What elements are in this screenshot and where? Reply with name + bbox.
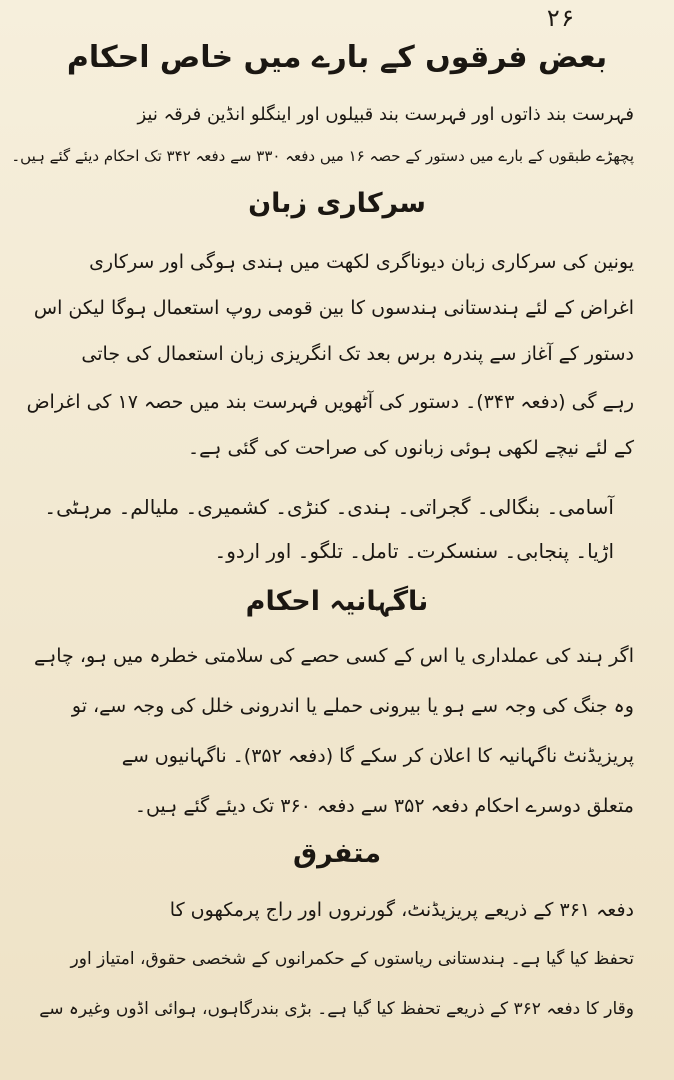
heading-miscellaneous: متفرق <box>292 838 382 869</box>
emergency-line-4: متعلق دوسرے احکام دفعہ ۳۵۲ سے دفعہ ۳۶۰ تک دیئے گئے ہیں۔ <box>134 795 634 817</box>
languages-line-2: اڑیا۔ پنجابی۔ سنسکرت۔ تامل۔ تلگو۔ اور اردو۔ <box>214 539 614 563</box>
miscellaneous-line-1: دفعہ ۳۶۱ کے ذریعے پریزیڈنٹ، گورنروں اور راج پرمکھوں کا <box>169 899 634 921</box>
heading-emergency: ناگہانیہ احکام <box>245 586 429 617</box>
official-language-line-1: یونین کی سرکاری زبان دیوناگری لکھت میں ہندی ہوگی اور سرکاری <box>89 251 634 273</box>
emergency-line-2: وہ جنگ کی وجہ سے ہو یا بیرونی حملے یا اندرونی خلل کی وجہ سے، تو <box>71 695 634 717</box>
official-language-line-2: اغراض کے لئے ہندستانی ہندسوں کا بین قومی روپ استعمال ہوگا لیکن اس <box>33 297 634 319</box>
page-number: ۲۶ <box>546 4 575 32</box>
official-language-line-5: کے لئے نیچے لکھی ہوئی زبانوں کی صراحت کی گئی ہے۔ <box>188 437 634 459</box>
emergency-line-3: پریزیڈنٹ ناگہانیہ کا اعلان کر سکے گا (دفعہ ۳۵۲)۔ ناگہانیوں سے <box>121 745 634 767</box>
emergency-line-1: اگر ہند کی عملداری یا اس کے کسی حصے کی سلامتی خطرہ میں ہو، چاہے <box>34 645 634 667</box>
page-title: بعض فرقوں کے بارے میں خاص احکام <box>66 40 608 75</box>
official-language-line-4: رہے گی (دفعہ ۳۴۳)۔ دستور کی آٹھویں فہرست بند میں حصہ ۱۷ کی اغراض <box>26 391 634 413</box>
miscellaneous-line-2: تحفظ کیا گیا ہے۔ ہندستانی ریاستوں کے حکمرانوں کے شخصی حقوق، امتیاز اور <box>70 949 634 969</box>
intro-line-2: پچھڑے طبقوں کے بارے میں دستور کے حصہ ۱۶ میں دفعہ ۳۳۰ سے دفعہ ۳۴۲ تک احکام دیئے گئے ہیں۔ <box>11 147 634 165</box>
miscellaneous-line-3: وقار کا دفعہ ۳۶۲ کے ذریعے تحفظ کیا گیا ہے۔ بڑی بندرگاہوں، ہوائی اڈوں وغیرہ سے <box>39 999 634 1019</box>
languages-line-1: آسامی۔ بنگالی۔ گجراتی۔ ہندی۔ کنڑی۔ کشمیری۔ ملیالم۔ مرہٹی۔ <box>44 495 614 519</box>
heading-official-language: سرکاری زبان <box>248 188 426 219</box>
intro-line-1: فہرست بند ذاتوں اور فہرست بند قبیلوں اور اینگلو انڈین فرقہ نیز <box>137 104 634 125</box>
official-language-line-3: دستور کے آغاز سے پندرہ برس بعد تک انگریزی زبان استعمال کی جاتی <box>81 343 634 365</box>
